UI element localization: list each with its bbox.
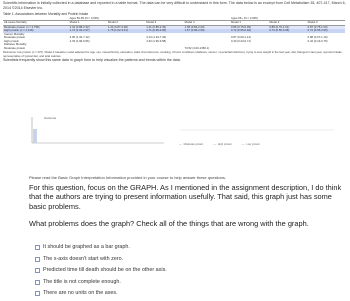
- legend-item: — Low protein: [242, 143, 260, 146]
- table-cell: 1.71 (0.99-2.95): [145, 29, 183, 33]
- table-cell: 0.87 (0.75-1.00): [307, 25, 345, 29]
- table-cell: 1.74 (1.02-2.97): [69, 29, 107, 33]
- table-cell: 73.52 (4.00-1350.1): [184, 46, 210, 50]
- model-header: Model 1: [231, 20, 241, 24]
- table-cell: 3.13 (1.34-7.33): [146, 36, 167, 39]
- table-cell: 0.42 (0.23-0.75): [307, 39, 328, 43]
- chart-area: [4, 115, 344, 147]
- checkbox[interactable]: [35, 291, 40, 296]
- model-header: Model 4: [184, 20, 195, 24]
- option-no-units[interactable]: [35, 290, 118, 296]
- table-cell: 4.33 (1.96-9.58): [146, 39, 167, 43]
- table-cell: 0.87 (0.66-1.14): [231, 36, 251, 39]
- model-header: Model 3: [146, 20, 157, 24]
- table-cell: 3.06 (1.32-7.12): [69, 36, 90, 39]
- group-right-header: Ages 66+ (N = 2,945): [231, 16, 258, 20]
- mortality-table: [3, 12, 345, 62]
- checkbox[interactable]: [35, 268, 40, 273]
- model-header: Model 3: [307, 20, 318, 24]
- option-bar-graph[interactable]: [35, 244, 130, 250]
- table-cell: 0.72 (0.55-0.94): [230, 29, 268, 33]
- row-label: Cancer Mortality: [4, 32, 25, 36]
- legend-item: — Moderate protein: [179, 143, 203, 146]
- row-label: Moderate protein: [4, 46, 26, 50]
- table-cell: 1.67 (0.96-2.90): [184, 29, 230, 33]
- chart-title: Outcome: [44, 116, 57, 120]
- data-table: [3, 17, 345, 51]
- option-label: It should be graphed as a bar graph.: [43, 244, 130, 250]
- row-label: Moderate protein: [4, 36, 26, 39]
- table-cell: 0.88 (0.76-1.01): [268, 25, 306, 29]
- instruction-text: Please read the Basic Graph Interpretation Information provided in your course to help answer these questions.: [29, 175, 227, 180]
- model-header: Model 2: [269, 20, 280, 24]
- option-label: There are no units on the axes.: [43, 290, 118, 296]
- question-context: For this question, focus on the GRAPH. As I mentioned in the assignment description, I do think that the authors are trying to present information usefully. That said, this graph just has some basic problems.: [29, 183, 342, 211]
- checkbox[interactable]: [35, 245, 40, 250]
- table-cell: 4.33 (1.96-9.56): [69, 39, 90, 43]
- table-cell: 1.43 (0.88-2.32): [69, 25, 107, 29]
- row-label: Moderate protein (n = 2,798): [3, 25, 69, 29]
- question-prompt: What problems does the graph? Check all of the things that are wrong with the graph.: [29, 219, 309, 228]
- model-header: Model 1: [69, 20, 80, 24]
- row-group-label: All-cause Mortality: [4, 20, 27, 24]
- table-cell: 0.73 (0.55-0.95): [268, 29, 306, 33]
- table-cell: 1.38 (0.83-2.29): [184, 25, 230, 29]
- table-cell: 1.41 (0.85-2.33): [145, 25, 183, 29]
- table-caption: Table 1. Associations between Mortality and Protein Intake: [3, 12, 89, 16]
- chart-legend: [179, 143, 260, 146]
- option-label: The title is not complete enough.: [43, 279, 121, 285]
- option-other-axis[interactable]: [35, 267, 167, 273]
- table-cell: 0.40 (0.23-0.71): [231, 39, 251, 43]
- model-header: Model 2: [107, 20, 118, 24]
- table-cell: 0.88 (0.67-1.16): [307, 36, 328, 39]
- table-cell: 1.44 (0.87-2.38): [107, 25, 145, 29]
- table-cell: 0.72 (0.55-0.95): [307, 29, 345, 33]
- row-label: High protein: [4, 39, 20, 43]
- legend-item: — High protein: [213, 143, 232, 146]
- row-label: Diabetes Mortality: [4, 43, 27, 46]
- table-cell: 1.75 (1.02-3.01): [107, 29, 145, 33]
- option-x-axis-zero[interactable]: [35, 256, 123, 262]
- graph-intro-text: Scientists frequently show this same data in graph form to help visualize the patterns and trends within the data.: [3, 58, 181, 62]
- row-label: High protein (n = 1,146): [3, 29, 69, 33]
- checkbox[interactable]: [35, 257, 40, 262]
- option-title-incomplete[interactable]: [35, 279, 121, 285]
- table-footnote: Reference: low protein (n = 437). Model 1 baseline model adjusted for age, sex, race/ethnicity, education, waist circumference, smoking, chronic conditions (diabetes, cancer, myocardial infarction), trying to lose weight in the last year, diet changed in last year, reported intake representative of typical diet, and total calories.: [3, 50, 342, 58]
- option-label: The x-axis doesn't start with zero.: [43, 256, 124, 262]
- chart-bar: [33, 129, 37, 143]
- group-left-header: Ages 50-65 (N = 3,039): [69, 16, 99, 20]
- option-label: Predicted time till death should be on the other axis.: [43, 267, 167, 273]
- checkbox[interactable]: [35, 280, 40, 285]
- table-cell: 0.86 (0.75-0.99): [230, 25, 268, 29]
- intro-text: Scientific information is initially collected in a database and reported in a table format. The data can be very difficult to understand in this form. The data below is an excerpt from Cell Metabolism 35, 407-417, March 6, 2014 ©2014 Elsevier Inc.: [3, 1, 346, 10]
